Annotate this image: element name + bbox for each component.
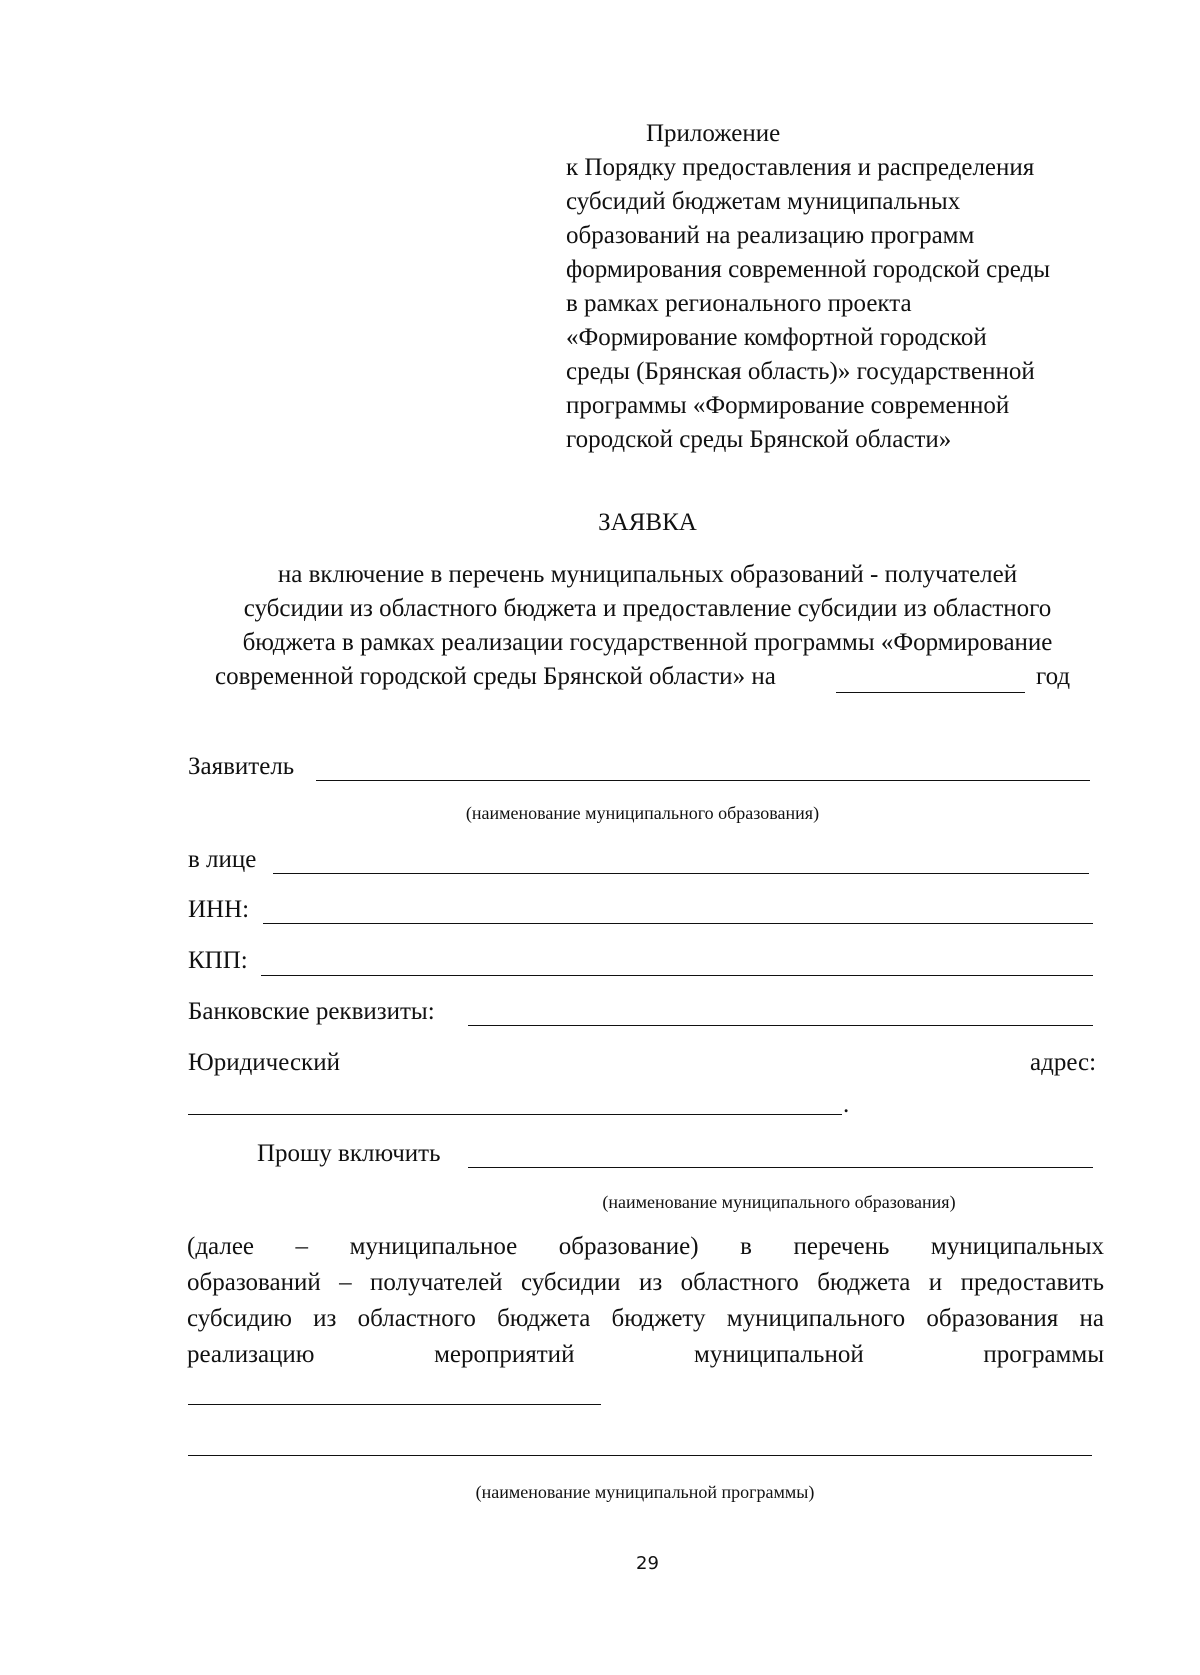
appendix-line: программы «Формирование современной bbox=[566, 392, 1010, 419]
request-body-line: реализацию мероприятий муниципальной программы bbox=[187, 1341, 1104, 1368]
appendix-line: к Порядку предоставления и распределения bbox=[566, 154, 1035, 181]
request-lead: Прошу включить bbox=[257, 1140, 441, 1167]
applicant-label: Заявитель bbox=[188, 753, 295, 780]
represented-by-label: в лице bbox=[188, 846, 257, 873]
bank-details-blank[interactable] bbox=[468, 1025, 1093, 1026]
applicant-caption: (наименование муниципального образования) bbox=[465, 803, 820, 823]
inn-label: ИНН: bbox=[188, 896, 250, 923]
appendix-line: городской среды Брянской области» bbox=[566, 426, 952, 453]
program-caption: (наименование муниципальной программы) bbox=[475, 1482, 815, 1502]
legal-address-end: . bbox=[843, 1091, 850, 1118]
subtitle-line: современной городской среды Брянской области» на bbox=[215, 663, 776, 690]
appendix-line: «Формирование комфортной городской bbox=[566, 324, 987, 351]
year-blank[interactable] bbox=[836, 692, 1025, 693]
legal-label: Юридический bbox=[188, 1049, 340, 1076]
appendix-line: в рамках регионального проекта bbox=[566, 290, 912, 317]
applicant-blank[interactable] bbox=[316, 780, 1090, 781]
inn-blank[interactable] bbox=[263, 923, 1093, 924]
subtitle-year-suffix: год bbox=[1036, 663, 1071, 690]
legal-address-blank[interactable] bbox=[188, 1114, 842, 1115]
address-label: адрес: bbox=[1030, 1049, 1097, 1076]
subtitle-line: бюджета в рамках реализации государственной программы «Формирование bbox=[242, 629, 1053, 656]
request-body-line: образований – получателей субсидии из областного бюджета и предоставить bbox=[187, 1269, 1104, 1296]
appendix-line: среды (Брянская область)» государственной bbox=[566, 358, 1035, 385]
program-blank-1[interactable] bbox=[188, 1404, 601, 1405]
program-blank-2[interactable] bbox=[188, 1455, 1092, 1456]
subtitle-line: субсидии из областного бюджета и предоставление субсидии из областного bbox=[243, 595, 1052, 622]
appendix-line: формирования современной городской среды bbox=[566, 256, 1051, 283]
subtitle-line: на включение в перечень муниципальных образований - получателей bbox=[277, 561, 1018, 588]
page-number: 29 bbox=[636, 1553, 659, 1574]
appendix-heading: Приложение bbox=[646, 120, 781, 147]
appendix-line: субсидий бюджетам муниципальных bbox=[566, 188, 961, 215]
document-title: ЗАЯВКА bbox=[598, 509, 697, 536]
kpp-blank[interactable] bbox=[261, 975, 1093, 976]
represented-by-blank[interactable] bbox=[273, 873, 1089, 874]
request-body-line: (далее – муниципальное образование) в перечень муниципальных bbox=[187, 1233, 1104, 1260]
appendix-line: образований на реализацию программ bbox=[566, 222, 975, 249]
request-municipality-blank[interactable] bbox=[468, 1167, 1093, 1168]
bank-details-label: Банковские реквизиты: bbox=[188, 998, 435, 1025]
request-body-line: субсидию из областного бюджета бюджету муниципального образования на bbox=[187, 1305, 1104, 1332]
request-caption: (наименование муниципального образования) bbox=[602, 1192, 956, 1212]
kpp-label: КПП: bbox=[188, 947, 248, 974]
